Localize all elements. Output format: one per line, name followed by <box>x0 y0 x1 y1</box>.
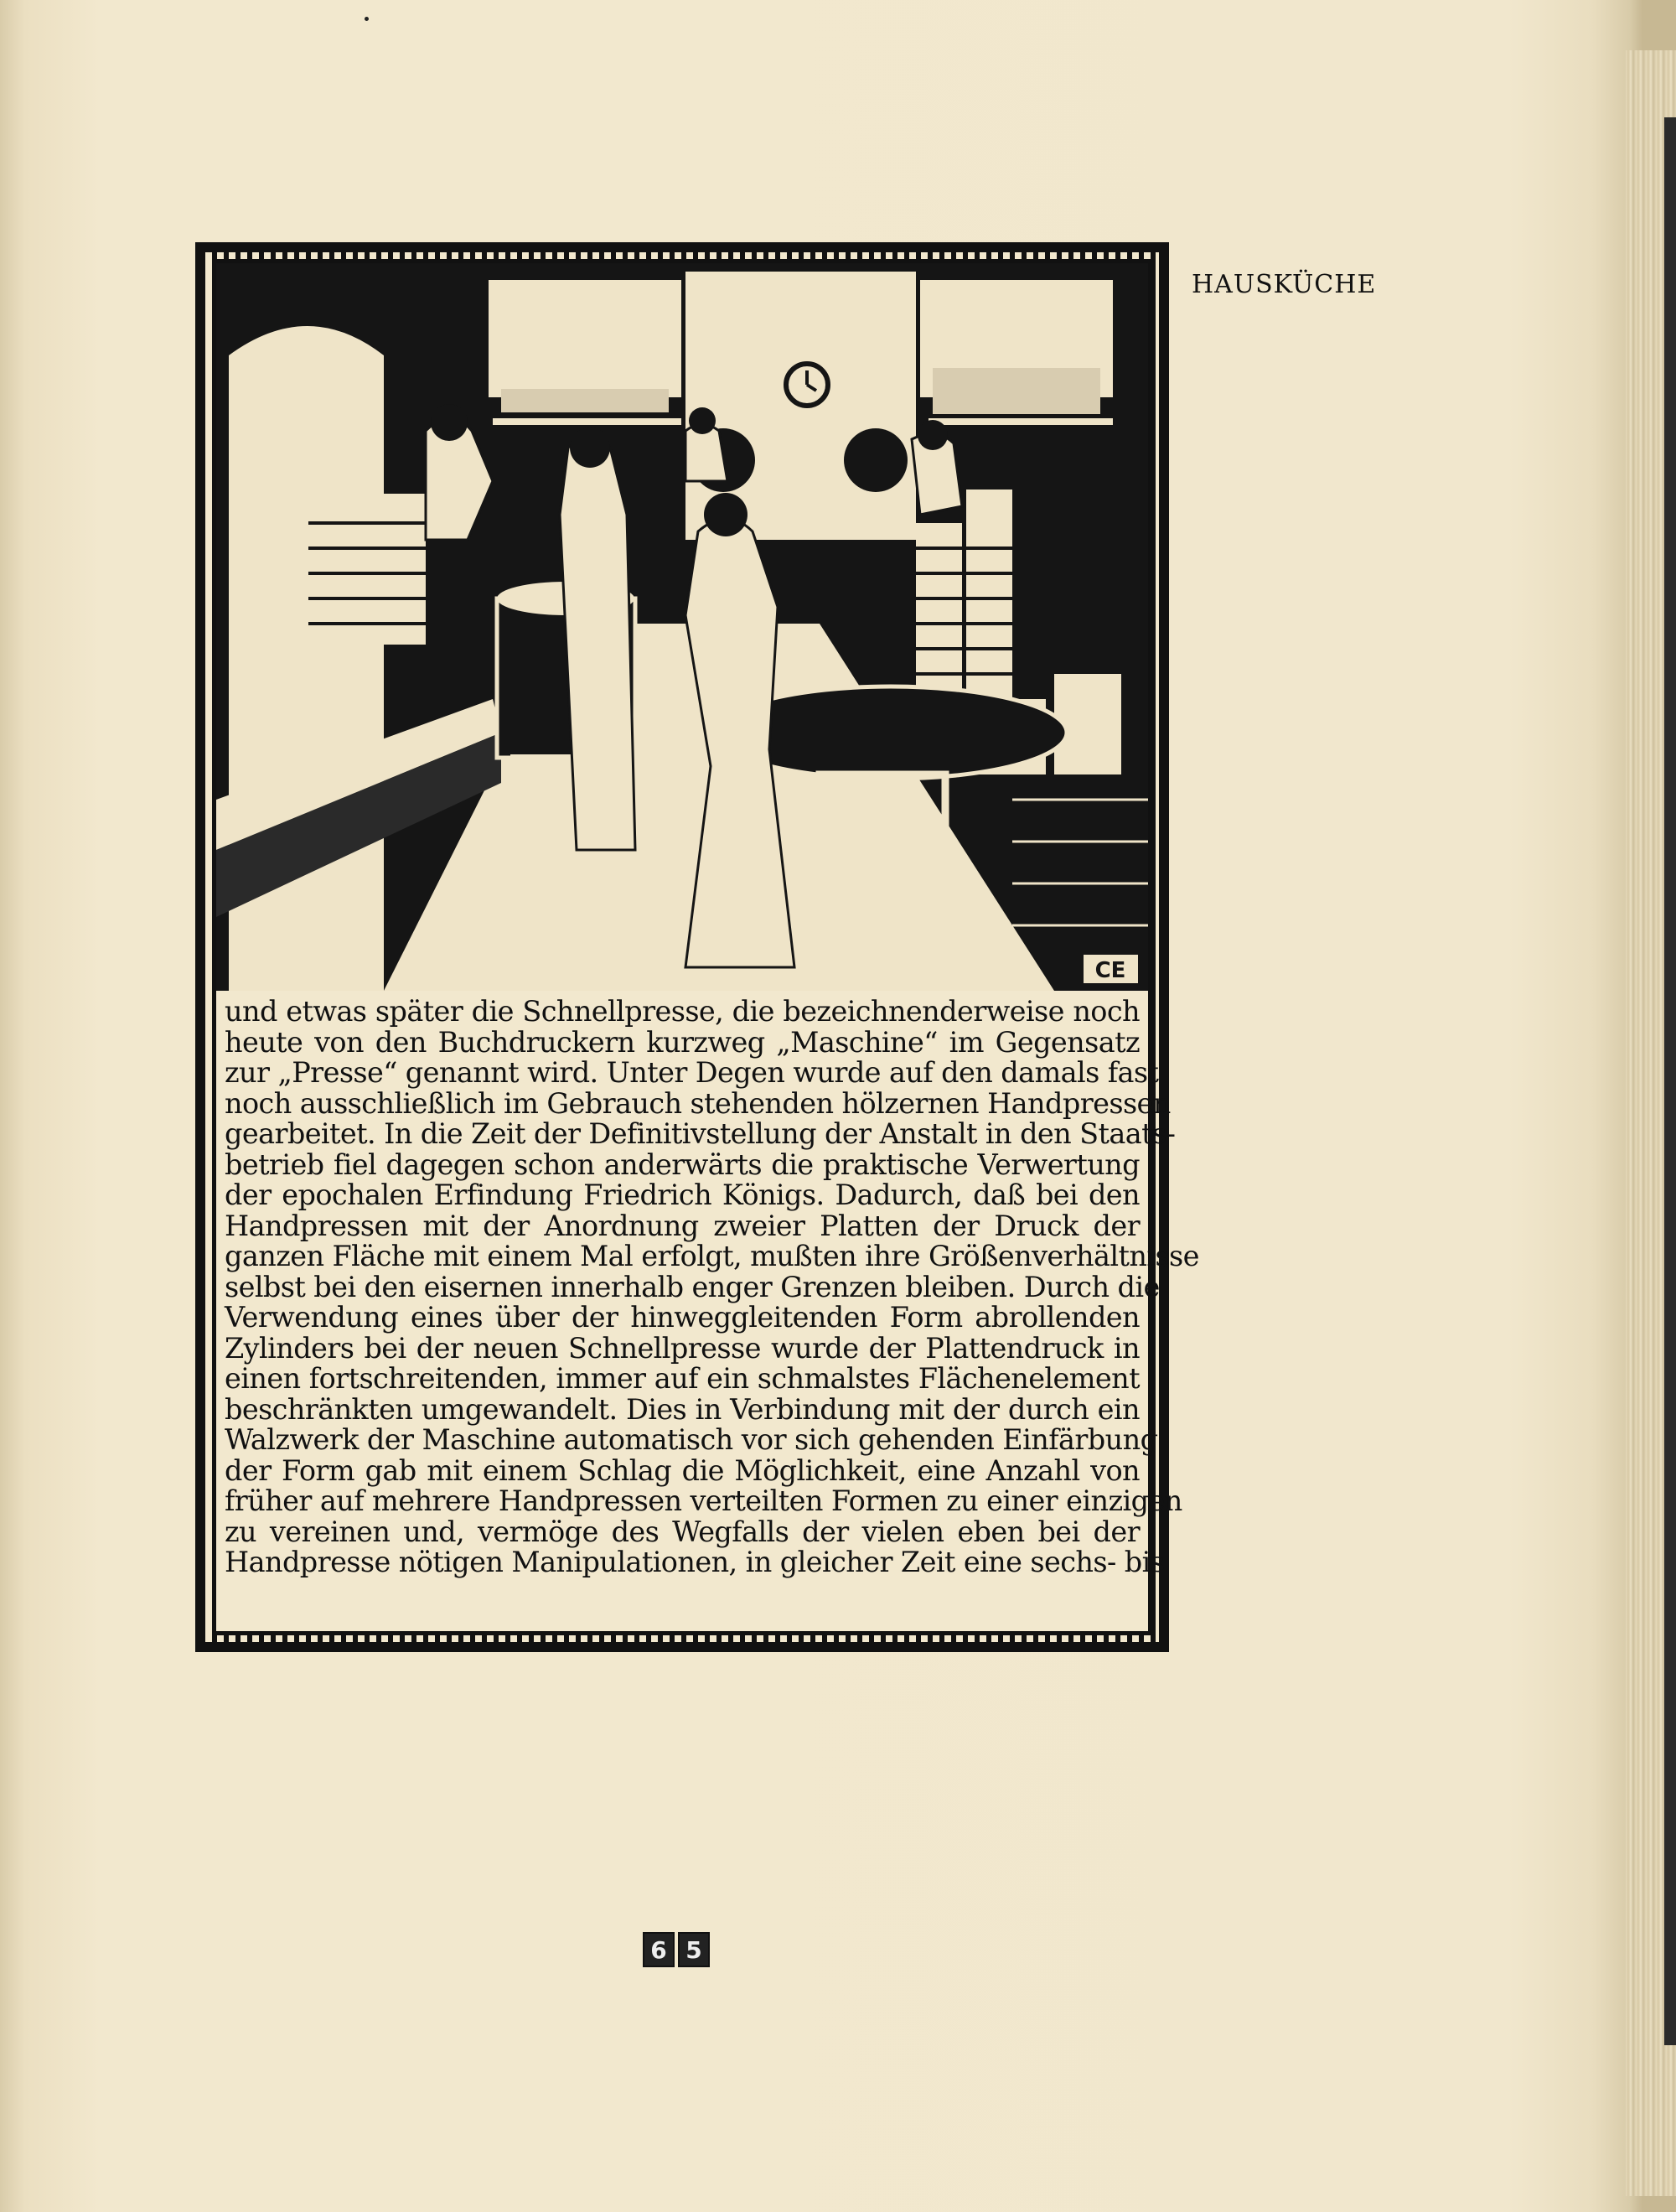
text-line: ganzen Fläche mit einem Mal erfolgt, mußten ihre Größenverhältnisse <box>225 1240 1199 1272</box>
section-title: HAUSKÜCHE <box>1192 270 1377 299</box>
text-line: selbst bei den eisernen innerhalb enger Grenzen bleiben. Durch die <box>225 1270 1160 1303</box>
text-line: heute von den Buchdruckern kurzweg „Maschine“ im Gegensatz <box>225 1025 1140 1059</box>
woodcut-illustration <box>216 263 1148 991</box>
text-line: noch ausschließlich im Gebrauch stehenden hölzernen Handpressen <box>225 1086 1171 1120</box>
text-line: und etwas später die Schnellpresse, die bezeichnenderweise noch <box>225 995 1140 1028</box>
text-line: zur „Presse“ genannt wird. Unter Degen wurde auf den damals fast <box>225 1056 1159 1089</box>
frame-content <box>216 263 1199 1631</box>
text-line: Handpresse nötigen Manipulationen, in gleicher Zeit eine sechs- bis <box>225 1546 1165 1578</box>
page-number-digit: 5 <box>678 1932 710 1967</box>
artist-monogram: CE <box>1094 958 1126 983</box>
text-line: der Form gab mit einem Schlag die Möglichkeit, eine Anzahl von <box>225 1453 1140 1487</box>
text-line: zu vereinen und, vermöge des Wegfalls der vielen eben bei der <box>225 1515 1140 1548</box>
body-text <box>225 995 1199 1625</box>
paper-speck <box>365 17 369 21</box>
kitchen-scene <box>216 263 1148 991</box>
page-number-digit: 6 <box>643 1932 675 1967</box>
text-line: beschränkten umgewandelt. Dies in Verbindung mit der durch ein <box>225 1392 1140 1426</box>
page-number <box>643 1932 710 1967</box>
text-line: Zylinders bei der neuen Schnellpresse wurde der Plattendruck in <box>225 1331 1140 1365</box>
page-edge-shadow <box>1664 117 1676 2045</box>
text-line: einen fortschreitenden, immer auf ein schmalstes Flächenelement <box>225 1362 1140 1395</box>
text-line: betrieb fiel dagegen schon anderwärts die praktische Verwertung <box>225 1147 1140 1181</box>
text-line: Verwendung eines über der hinweggleitenden Form abrollenden <box>225 1301 1140 1334</box>
text-line: Walzwerk der Maschine automatisch vor sich gehenden Einfärbung <box>225 1423 1158 1456</box>
text-line: Handpressen mit der Anordnung zweier Platten der Druck der <box>225 1209 1140 1242</box>
text-line: der epochalen Erfindung Friedrich Königs. Dadurch, daß bei den <box>225 1179 1140 1211</box>
text-line: gearbeitet. In die Zeit der Definitivstellung der Anstalt in den Staats- <box>225 1117 1176 1150</box>
text-line: früher auf mehrere Handpressen verteilten Formen zu einer einzigen <box>225 1484 1182 1517</box>
ornamental-frame <box>195 242 1199 1652</box>
